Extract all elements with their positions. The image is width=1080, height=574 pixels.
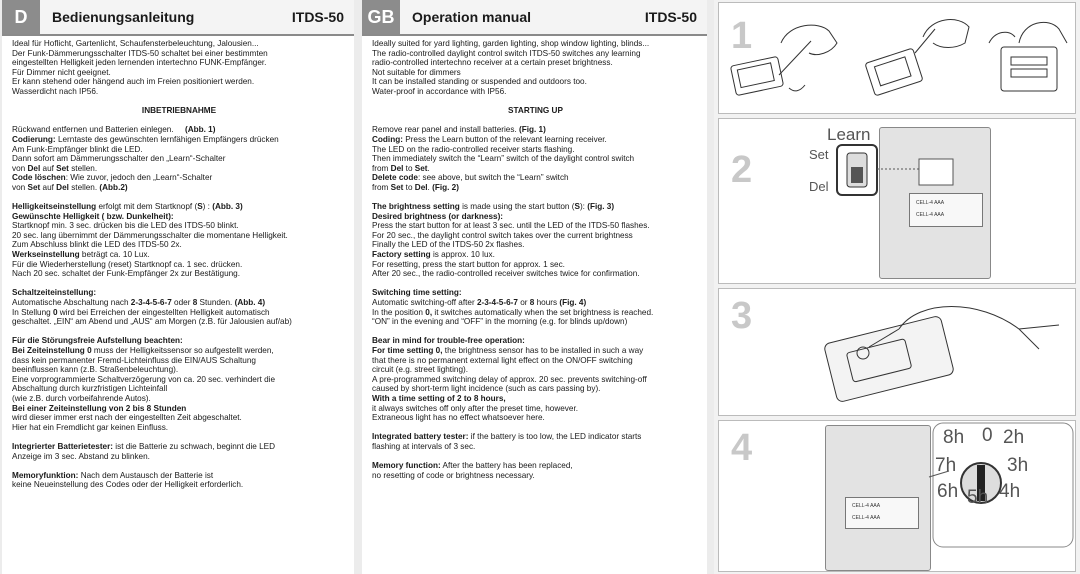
- text-line: flashing at intervals of 3 sec.: [372, 441, 476, 451]
- text-line: Factory setting is approx. 10 lux.: [372, 250, 495, 260]
- english-model: ITDS-50: [644, 9, 697, 25]
- text-line: Desired brightness (or darkness):: [372, 211, 504, 221]
- text-line: With a time setting of 2 to 8 hours,: [372, 393, 506, 403]
- text-line: Remove rear panel and install batteries. (Fig. 1): [372, 125, 546, 135]
- language-badge-de: D: [2, 0, 40, 34]
- text-line: Hier hat ein Fremdlicht gar keinen Einfluss.: [12, 422, 169, 432]
- figures-column: [714, 0, 1080, 574]
- text-line: wird dieser immer erst nach der eingestellten Zeit abgeschaltet.: [12, 413, 242, 423]
- dial-label: 3h: [1007, 455, 1029, 476]
- text-line: Rückwand entfernen und Batterien einlegen. (Abb. 1): [12, 125, 216, 135]
- text-line: Press the start button for at least 3 sec. until the LED of the ITDS-50 flashes.: [372, 221, 650, 231]
- text-line: In Stellung 0 wird bei Erreichen der eingestellten Helligkeit automatisch: [12, 307, 270, 317]
- intro-line: Er kann stehend oder hängend auch im Freien positioniert werden.: [12, 77, 255, 87]
- text-line: circuit (e.g. street lighting).: [372, 365, 469, 375]
- text-line: no resetting of code or brightness necessary.: [372, 470, 535, 480]
- learn-label: Learn: [827, 125, 871, 144]
- intro-line: It can be installed standing or suspended and outdoors too.: [372, 77, 587, 87]
- german-model: ITDS-50: [291, 9, 344, 25]
- intro-line: Ideal für Hoflicht, Gartenlicht, Schaufensterbeleuchtung, Jalousien...: [12, 39, 259, 48]
- text-line: Nach 20 sec. schaltet der Funk-Empfänger 2x zur Bestätigung.: [12, 269, 241, 279]
- figure-2: [718, 118, 1076, 284]
- text-line: Bei Zeiteinstellung 0 muss der Helligkeitssensor so aufgestellt werden,: [12, 346, 274, 355]
- intro-line: radio-controlled intertechno receiver at a certain preset brightness.: [372, 58, 613, 68]
- section-heading: STARTING UP: [508, 106, 563, 116]
- language-badge-gb: GB: [362, 0, 400, 34]
- figure-number: 1: [731, 15, 753, 57]
- text-line: beeinflussen kann (z.B. Straßenbeleuchtung).: [12, 365, 179, 375]
- text-line: dass kein permanenter Fremd-Lichteinfluss die EIN/AUS Schaltung: [12, 355, 256, 365]
- intro-line: Not suitable for dimmers: [372, 67, 461, 77]
- dial-label: 2h: [1003, 427, 1025, 448]
- intro-line: Ideally suited for yard lighting, garden lighting, shop window lighting, blinds...: [372, 39, 650, 48]
- english-body: [362, 36, 707, 480]
- text-line: Code löschen: Wie zuvor, jedoch den „Learn“-Schalter: [12, 173, 213, 183]
- text-line: The brightness setting is made using the start button (S): (Fig. 3): [372, 202, 615, 212]
- figure-4: [718, 420, 1076, 572]
- german-title: Bedienungsanleitung: [52, 9, 195, 25]
- text-line: Bear in mind for trouble-free operation:: [372, 336, 525, 346]
- dial-label: 8h: [943, 427, 965, 448]
- figure-1-illustration: [719, 3, 1075, 113]
- dial-label: 0: [982, 425, 993, 446]
- text-line: For 20 sec., the daylight control switch takes over the current brightness: [372, 230, 633, 240]
- battery-label: CELL-4 AAA: [916, 212, 945, 218]
- text-line: Für die Störungsfreie Aufstellung beachten:: [12, 336, 183, 346]
- text-line: Coding: Press the Learn button of the relevant learning receiver.: [372, 134, 607, 144]
- text-line: Finally the LED of the ITDS-50 2x flashes.: [372, 240, 525, 250]
- dial-label: 4h: [999, 481, 1021, 502]
- text-line: 20 sec. lang übernimmt der Dämmerungsschalter die momentane Helligkeit.: [12, 230, 288, 240]
- battery-label: CELL-4 AAA: [916, 200, 945, 206]
- intro-line: Wasserdicht nach IP56.: [12, 86, 99, 96]
- english-column: [362, 0, 707, 574]
- english-title: Operation manual: [412, 9, 532, 25]
- figure-3: [718, 288, 1076, 416]
- text-line: that there is no permanent external light effect on the ON/OFF switching: [372, 355, 633, 365]
- battery-label: CELL-4 AAA: [852, 503, 881, 509]
- section-heading: INBETRIEBNAHME: [141, 106, 217, 116]
- text-line: In the position 0, it switches automatically when the set brightness is reached.: [372, 307, 654, 317]
- text-line: von Del auf Set stellen.: [12, 163, 98, 173]
- text-line: Automatic switching-off after 2-3-4-5-6-7 or 8 hours (Fig. 4): [372, 298, 587, 308]
- text-line: Gewünschte Helligkeit ( bzw. Dunkelheit):: [12, 211, 174, 221]
- text-line: keine Neueinstellung des Codes oder der Helligkeit erforderlich.: [12, 480, 244, 490]
- text-line: “ON” in the evening and “OFF” in the morning (e.g. for blinds up/down): [372, 317, 628, 327]
- text-line: Werkseinstellung beträgt ca. 10 Lux.: [12, 250, 150, 260]
- figure-number: 4: [731, 427, 753, 469]
- text-line: Eine vorprogrammierte Schaltverzögerung von ca. 20 sec. verhindert die: [12, 374, 276, 384]
- intro-line: The radio-controlled daylight control switch ITDS-50 switches any learning: [372, 48, 641, 58]
- text-line: Then immediately switch the “Learn” switch of the daylight control switch: [372, 154, 635, 164]
- dial-label: 5h: [967, 487, 989, 508]
- text-line: Dann sofort am Dämmerungsschalter den „Learn“-Schalter: [12, 154, 226, 164]
- text-line: Zum Abschluss blinkt die LED des ITDS-50 2x.: [12, 240, 182, 250]
- text-line: caused by short-term light incidence (such as cars passing by).: [372, 384, 601, 394]
- text-line: Switching time setting:: [372, 288, 462, 298]
- text-line: von Set auf Del stellen. (Abb.2): [12, 182, 128, 192]
- set-label: Set: [809, 147, 829, 162]
- intro-line: Water-proof in accordance with IP56.: [372, 86, 507, 96]
- german-header: [2, 0, 354, 36]
- del-label: Del: [809, 179, 829, 194]
- text-line: The LED on the radio-controlled receiver starts flashing.: [372, 144, 575, 154]
- text-line: from Set to Del. (Fig. 2): [372, 182, 459, 192]
- text-line: Für die Wiederherstellung (reset) Startknopf ca. 1 sec. drücken.: [12, 259, 243, 269]
- text-line: Integrierter Batterietester: ist die Batterie zu schwach, beginnt die LED: [12, 441, 276, 451]
- text-line: it always switches off only after the preset time, however.: [372, 403, 578, 413]
- text-line: For resetting, press the start button for approx. 1 sec.: [372, 259, 565, 269]
- english-header: [362, 0, 707, 36]
- german-body: [2, 36, 354, 490]
- text-line: Memoryfunktion: Nach dem Austausch der Batterie ist: [12, 470, 214, 480]
- text-line: For time setting 0, the brightness sensor has to be installed in such a way: [372, 346, 644, 355]
- text-line: Schaltzeiteinstellung:: [12, 288, 97, 298]
- learn-switch-illustration: [719, 119, 1075, 283]
- dial-label: 6h: [937, 481, 959, 502]
- figure-number: 2: [731, 149, 753, 191]
- text-line: from Del to Set.: [372, 163, 430, 173]
- german-column: [2, 0, 354, 574]
- text-line: geschaltet. „EIN“ am Abend und „AUS“ am Morgen (z.B. für Jalousien auf/ab): [12, 317, 292, 327]
- figure-1: [718, 2, 1076, 114]
- text-line: Startknopf min. 3 sec. drücken bis die LED des ITDS-50 blinkt.: [12, 221, 239, 231]
- dial-label: 7h: [935, 455, 957, 476]
- intro-line: eingestellten Helligkeit jeden lernenden intertechno FUNK-Empfänger.: [12, 58, 267, 68]
- text-line: Am Funk-Empfänger blinkt die LED.: [12, 144, 143, 154]
- battery-label: CELL-4 AAA: [852, 515, 881, 521]
- intro-line: Der Funk-Dämmerungsschalter ITDS-50 schaltet bei einer bestimmten: [12, 48, 268, 58]
- text-line: Integrated battery tester: if the battery is too low, the LED indicator starts: [372, 432, 642, 442]
- figure-3-illustration: [719, 289, 1075, 415]
- text-line: Automatische Abschaltung nach 2-3-4-5-6-7 oder 8 Stunden. (Abb. 4): [12, 298, 266, 308]
- text-line: Abschaltung durch kurzfristigen Lichteinfall: [12, 384, 168, 394]
- text-line: (wie z.B. durch vorbeifahrende Autos).: [12, 393, 151, 403]
- intro-line: Für Dimmer nicht geeignet.: [12, 67, 111, 77]
- figure-number: 3: [731, 295, 753, 337]
- text-line: Bei einer Zeiteinstellung von 2 bis 8 Stunden: [12, 403, 187, 413]
- text-line: Helligkeitseinstellung erfolgt mit dem Startknopf (S) : (Abb. 3): [12, 202, 243, 212]
- text-line: Memory function: After the battery has been replaced,: [372, 461, 573, 471]
- text-line: After 20 sec., the radio-controlled receiver switches twice for confirmation.: [372, 269, 640, 279]
- text-line: Delete code: see above, but switch the “Learn” switch: [372, 173, 569, 183]
- text-line: Anzeige im 3 sec. Abstand zu blinken.: [12, 451, 150, 461]
- text-line: Codierung: Lerntaste des gewünschten lernfähigen Empfängers drücken: [12, 134, 279, 144]
- text-line: A pre-programmed switching delay of approx. 20 sec. prevents switching-off: [372, 374, 647, 384]
- text-line: Extraneous light has no effect whatsoever here.: [372, 413, 545, 423]
